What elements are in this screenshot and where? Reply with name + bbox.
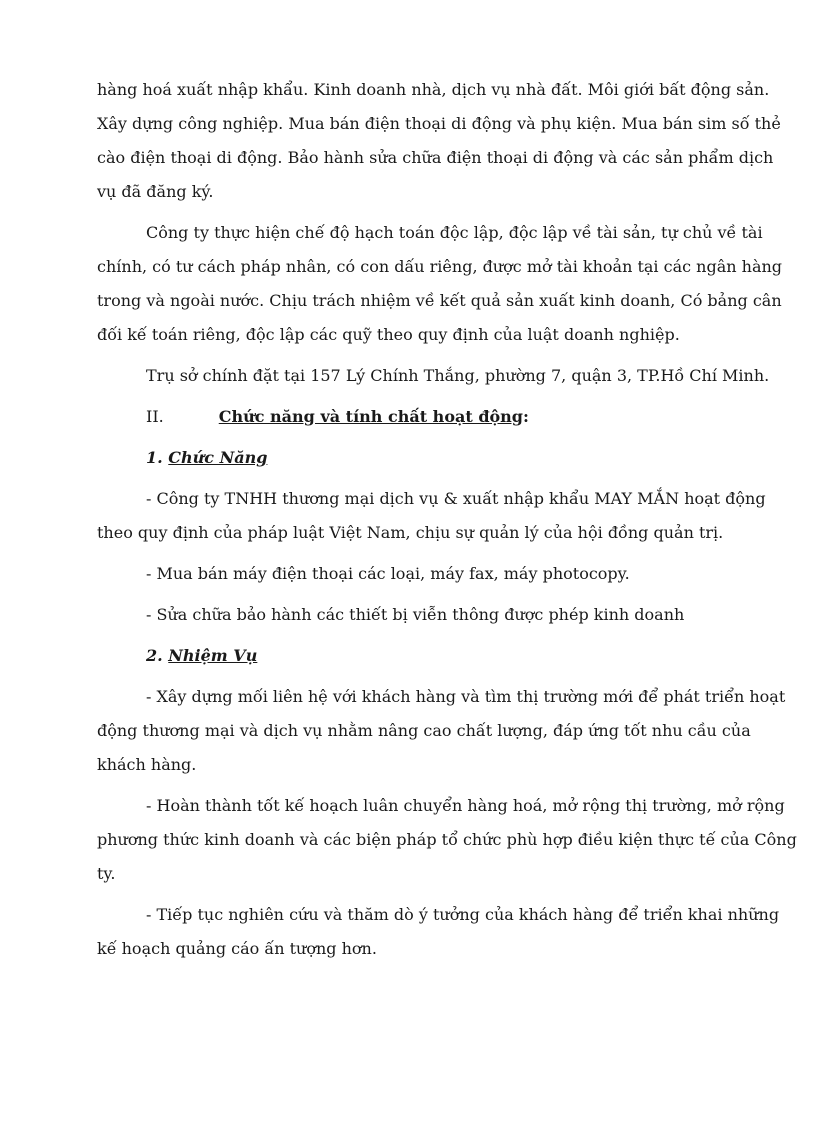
section-heading — [97, 403, 738, 437]
duty-item-1 — [97, 683, 786, 785]
section-colon: : — [523, 407, 529, 426]
duty-item-3 — [97, 901, 780, 969]
text-line: theo quy định của pháp luật Việt Nam, chịu sự quản lý của hội đồng quản trị. — [97, 523, 724, 542]
text-line: động thương mại và dịch vụ nhằm nâng cao chất lượng, đáp ứng tốt nhu cầu của — [97, 721, 751, 740]
text-line: cào điện thoại di động. Bảo hành sửa chữa điện thoại di động và các sản phẩm dịch — [97, 148, 774, 167]
text-line: - Hoàn thành tốt kế hoạch luân chuyển hàng hoá, mở rộng thị trường, mở rộng — [146, 796, 785, 815]
text-line: - Xây dựng mối liên hệ với khách hàng và tìm thị trường mới để phát triển hoạt — [146, 687, 786, 706]
text-line: phương thức kinh doanh và các biện pháp tổ chức phù hợp điều kiện thực tế của Công — [97, 830, 797, 849]
text-line: ty. — [97, 864, 116, 883]
duty-item-2 — [97, 792, 797, 894]
document-page — [97, 76, 797, 969]
section-title: Chức năng và tính chất hoạt động — [218, 407, 523, 426]
text-line: đối kế toán riêng, độc lập các quỹ theo quy định của luật doanh nghiệp. — [97, 325, 680, 344]
text-line: trong và ngoài nước. Chịu trách nhiệm về kết quả sản xuất kinh doanh, Có bảng cân — [97, 291, 782, 310]
duty-heading — [97, 642, 738, 676]
text-line: Công ty thực hiện chế độ hạch toán độc lập, độc lập về tài sản, tự chủ về tài — [146, 223, 763, 242]
function-item-3: - Sửa chữa bảo hành các thiết bị viễn thông được phép kinh doanh — [146, 605, 685, 624]
text-line: - Tiếp tục nghiên cứu và thăm dò ý tưởng của khách hàng để triển khai những — [146, 905, 780, 924]
head-office-line: Trụ sở chính đặt tại 157 Lý Chính Thắng, phường 7, quận 3, TP.Hồ Chí Minh. — [146, 366, 770, 385]
text-line: - Công ty TNHH thương mại dịch vụ & xuất nhập khẩu MAY MẮN hoạt động — [146, 489, 766, 508]
duty-number: 2. — [146, 646, 169, 665]
function-number: 1. — [146, 448, 169, 467]
duty-title: Nhiệm Vụ — [168, 646, 258, 665]
function-item-1 — [97, 485, 766, 553]
function-title: Chức Năng — [168, 448, 268, 467]
section-number: II. — [146, 407, 164, 426]
text-line: hàng hoá xuất nhập khẩu. Kinh doanh nhà, dịch vụ nhà đất. Môi giới bất động sản. — [97, 80, 770, 99]
function-heading — [97, 444, 738, 478]
intro-paragraph — [97, 76, 781, 212]
text-line: kế hoạch quảng cáo ấn tượng hơn. — [97, 939, 377, 958]
function-item-2: - Mua bán máy điện thoại các loại, máy fax, máy photocopy. — [146, 564, 630, 583]
accounting-paragraph — [97, 219, 783, 355]
text-line: vụ đã đăng ký. — [97, 182, 214, 201]
text-line: khách hàng. — [97, 755, 197, 774]
text-line: chính, có tư cách pháp nhân, có con dấu riêng, được mở tài khoản tại các ngân hàng — [97, 257, 783, 276]
text-line: Xây dựng công nghiệp. Mua bán điện thoại di động và phụ kiện. Mua bán sim số thẻ — [97, 114, 781, 133]
